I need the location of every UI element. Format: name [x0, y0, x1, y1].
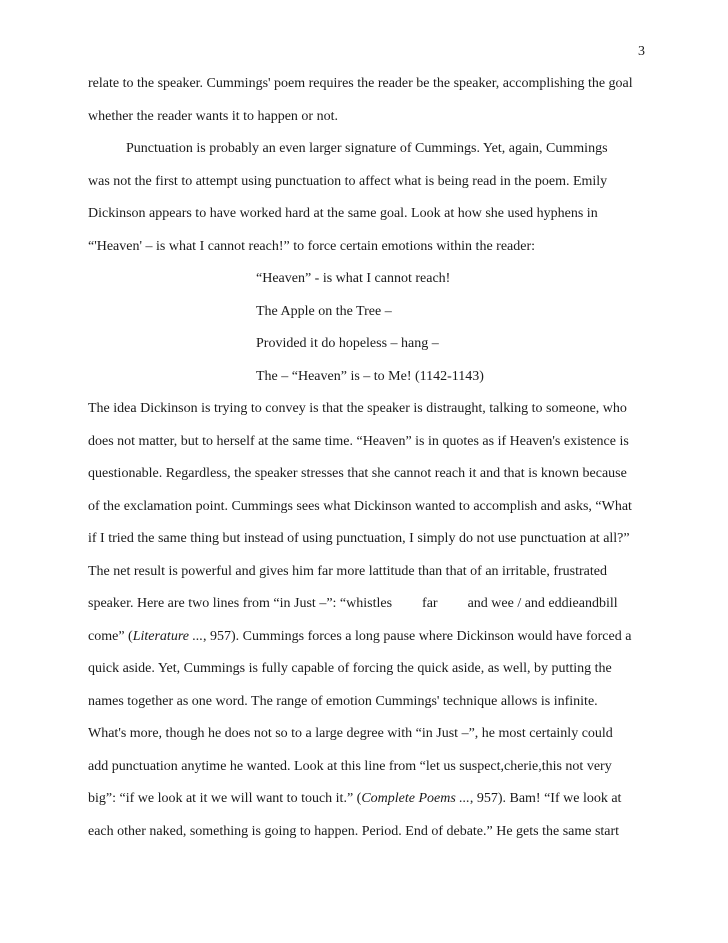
text-line: questionable. Regardless, the speaker stresses that she cannot reach it and that is known because: [88, 466, 627, 481]
poem-quote-line: “Heaven” - is what I cannot reach!: [256, 271, 451, 286]
text-line: of the exclamation point. Cummings sees what Dickinson wanted to accomplish and asks, “What: [88, 498, 632, 514]
text-line: The net result is powerful and gives him far more lattitude than that of an irritable, frustrated: [88, 563, 607, 579]
italic-title: Complete Poems ...: [361, 791, 470, 806]
text-line: whether the reader wants it to happen or not.: [88, 108, 338, 124]
text-line: relate to the speaker. Cummings' poem requires the reader be the speaker, accomplishing the goal: [88, 76, 633, 91]
text-line-with-citation: [88, 621, 644, 654]
poem-quote-line: The Apple on the Tree –: [256, 303, 392, 319]
text-line: quick aside. Yet, Cummings is fully capable of forcing the quick aside, as well, by putting the: [88, 661, 612, 676]
poem-quote-line: The – “Heaven” is – to Me! (1142-1143): [256, 368, 484, 384]
text-line: What's more, though he does not so to a large degree with “in Just –”, he most certainly could: [88, 726, 613, 741]
page-number: 3: [638, 44, 645, 59]
text-line: Dickinson appears to have worked hard at the same goal. Look at how she used hyphens in: [88, 206, 598, 221]
text-line: “'Heaven' – is what I cannot reach!” to force certain emotions within the reader:: [88, 238, 536, 254]
italic-title: Literature ...: [132, 628, 203, 644]
text-line: was not the first to attempt using punctuation to affect what is being read in the poem. Emily: [88, 173, 608, 189]
text-segment: and wee / and eddieandbill: [467, 596, 618, 611]
document-body: [88, 68, 644, 848]
text-line: does not matter, but to herself at the same time. “Heaven” is in quotes as if Heaven's existence is: [88, 433, 629, 449]
text-segment: big”: “if we look at it we will want to touch it.” (: [88, 791, 362, 806]
text-segment: far: [422, 596, 438, 611]
text-line: each other naked, something is going to happen. Period. End of debate.” He gets the same start: [88, 823, 620, 839]
text-segment: come” (: [88, 628, 133, 644]
paragraph-start-line: Punctuation is probably an even larger signature of Cummings. Yet, again, Cummings: [126, 141, 608, 156]
text-line-with-spacing: [88, 588, 644, 621]
text-segment: , 957). Cummings forces a long pause where Dickinson would have forced a: [202, 628, 632, 644]
text-line: The idea Dickinson is trying to convey is that the speaker is distraught, talking to someone, who: [88, 401, 627, 416]
text-line: names together as one word. The range of emotion Cummings' technique allows is infinite.: [88, 693, 598, 709]
poem-quote-line: Provided it do hopeless – hang –: [256, 336, 439, 351]
text-segment: , 957). Bam! “If we look at: [469, 791, 622, 806]
text-line-with-citation: [88, 783, 644, 816]
text-line: add punctuation anytime he wanted. Look at this line from “let us suspect,cherie,this not very: [88, 758, 612, 774]
text-line: if I tried the same thing but instead of using punctuation, I simply do not use punctuation at all?”: [88, 531, 630, 546]
text-segment: speaker. Here are two lines from “in Just –”: “whistles: [88, 596, 393, 611]
